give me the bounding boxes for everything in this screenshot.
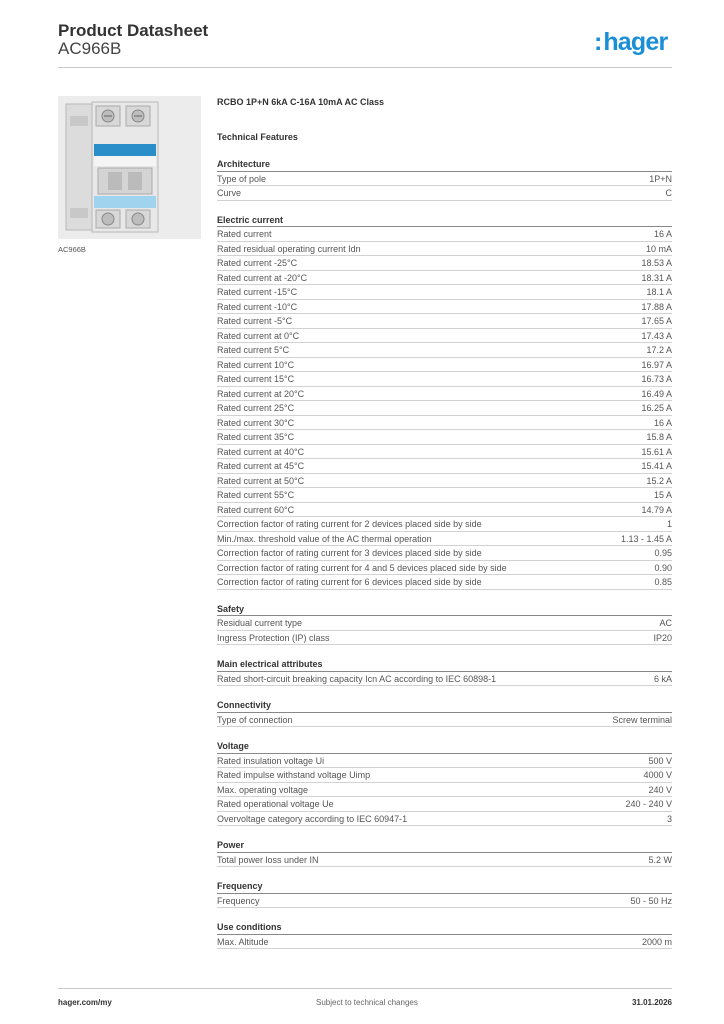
spec-label: Rated current at -20°C	[217, 272, 308, 283]
spec-label: Rated current at 20°C	[217, 388, 305, 399]
spec-label: Rated current 30°C	[217, 417, 295, 428]
spec-row	[217, 853, 672, 868]
spec-row	[217, 894, 672, 909]
spec-value: 4000 V	[643, 770, 672, 780]
spec-value: 15 A	[653, 490, 672, 500]
spec-row	[217, 372, 672, 387]
section-title: Connectivity	[217, 698, 672, 713]
spec-value: 14.79 A	[641, 504, 672, 515]
spec-section	[217, 739, 672, 826]
spec-label: Curve	[217, 188, 242, 198]
spec-value: 1P+N	[649, 173, 672, 184]
spec-label: Rated current 10°C	[217, 359, 295, 370]
spec-value: Screw terminal	[612, 714, 672, 725]
section-title: Voltage	[217, 739, 672, 754]
spec-value: 500 V	[648, 755, 672, 766]
spec-row	[217, 459, 672, 474]
spec-value: C	[665, 188, 672, 198]
product-description: RCBO 1P+N 6kA C-16A 10mA AC Class	[217, 97, 384, 107]
spec-row	[217, 271, 672, 286]
spec-value: 50 - 50 Hz	[630, 895, 672, 906]
logo-text: hager	[603, 28, 668, 56]
spec-value: 17.2 A	[646, 345, 672, 355]
spec-row	[217, 713, 672, 728]
spec-row	[217, 474, 672, 489]
spec-value: 1	[666, 519, 672, 529]
spec-row	[217, 631, 672, 646]
hager-logo	[594, 28, 667, 57]
section-title: Main electrical attributes	[217, 657, 672, 672]
spec-value: 16.25 A	[641, 403, 672, 413]
spec-row	[217, 488, 672, 503]
spec-label: Min./max. threshold value of the AC thermal operation	[217, 533, 432, 544]
spec-value: 240 V	[648, 784, 672, 795]
spec-row	[217, 503, 672, 518]
spec-label: Total power loss under IN	[217, 854, 319, 865]
product-image	[58, 96, 201, 239]
spec-value: 0.90	[654, 562, 672, 573]
rcbo-device-icon	[58, 96, 201, 239]
spec-row	[217, 532, 672, 547]
spec-row	[217, 672, 672, 687]
header-divider	[58, 67, 672, 68]
spec-section	[217, 157, 672, 201]
spec-label: Rated current at 40°C	[217, 446, 305, 457]
spec-label: Type of connection	[217, 714, 293, 725]
spec-label: Rated current 15°C	[217, 374, 295, 384]
spec-value: 5.2 W	[648, 854, 672, 865]
spec-label: Rated current 35°C	[217, 432, 295, 442]
spec-value: 15.41 A	[641, 461, 672, 471]
spec-value: 18.53 A	[641, 258, 672, 268]
spec-row	[217, 401, 672, 416]
spec-row	[217, 561, 672, 576]
spec-label: Rated current 55°C	[217, 490, 295, 500]
spec-value: 18.1 A	[646, 287, 672, 297]
spec-row	[217, 416, 672, 431]
spec-value: 3	[666, 813, 672, 824]
spec-row	[217, 329, 672, 344]
spec-row	[217, 430, 672, 445]
section-title: Frequency	[217, 879, 672, 894]
spec-section	[217, 602, 672, 646]
spec-section	[217, 838, 672, 867]
technical-features-title: Technical Features	[217, 132, 298, 142]
footer-notice: Subject to technical changes	[316, 998, 418, 1007]
spec-label: Rated current -25°C	[217, 258, 298, 268]
product-code: AC966B	[58, 39, 122, 58]
spec-value: 15.8 A	[646, 432, 672, 442]
spec-row	[217, 768, 672, 783]
spec-section	[217, 657, 672, 686]
spec-row	[217, 343, 672, 358]
spec-value: 240 - 240 V	[625, 799, 672, 809]
spec-value: 15.2 A	[646, 475, 672, 486]
spec-value: 6 kA	[653, 673, 672, 684]
spec-label: Rated residual operating current Idn	[217, 243, 361, 254]
spec-row	[217, 358, 672, 373]
section-title: Safety	[217, 602, 672, 617]
spec-section	[217, 879, 672, 908]
spec-value: 1.13 - 1.45 A	[620, 533, 672, 544]
spec-row	[217, 445, 672, 460]
spec-row	[217, 517, 672, 532]
spec-row	[217, 783, 672, 798]
section-title: Architecture	[217, 157, 672, 172]
spec-label: Rated current -10°C	[217, 301, 298, 312]
spec-section	[217, 213, 672, 590]
spec-label: Correction factor of rating current for 6 devices placed side by side	[217, 577, 482, 587]
spec-value: 16.49 A	[641, 388, 672, 399]
spec-value: 17.65 A	[641, 316, 672, 326]
spec-value: 17.43 A	[641, 330, 672, 341]
spec-row	[217, 546, 672, 561]
datasheet-content	[217, 96, 672, 961]
spec-label: Type of pole	[217, 173, 267, 184]
spec-value: 16.73 A	[641, 374, 672, 384]
spec-row	[217, 754, 672, 769]
spec-value: 16.97 A	[641, 359, 672, 370]
spec-section	[217, 698, 672, 727]
spec-label: Rated current at 45°C	[217, 461, 305, 471]
spec-value: 18.31 A	[641, 272, 672, 283]
spec-label: Rated current at 0°C	[217, 330, 300, 341]
spec-label: Max. Altitude	[217, 936, 269, 947]
spec-label: Correction factor of rating current for 3 devices placed side by side	[217, 548, 482, 558]
section-title: Use conditions	[217, 920, 672, 935]
spec-row	[217, 575, 672, 590]
spec-row	[217, 172, 672, 187]
spec-value: 15.61 A	[641, 446, 672, 457]
spec-label: Rated current 5°C	[217, 345, 290, 355]
spec-sections	[217, 157, 672, 949]
spec-label: Rated current at 50°C	[217, 475, 305, 486]
spec-label: Correction factor of rating current for 2 devices placed side by side	[217, 519, 482, 529]
spec-row	[217, 935, 672, 950]
spec-label: Ingress Protection (IP) class	[217, 632, 330, 643]
footer-divider	[58, 988, 672, 989]
spec-row	[217, 256, 672, 271]
image-caption: AC966B	[58, 245, 86, 254]
spec-label: Rated short-circuit breaking capacity Icn AC according to IEC 60898-1	[217, 673, 497, 684]
spec-label: Rated current	[217, 229, 272, 239]
spec-label: Rated insulation voltage Ui	[217, 755, 325, 766]
footer-date: 31.01.2026	[631, 998, 672, 1007]
spec-label: Max. operating voltage	[217, 784, 309, 795]
spec-value: 0.95	[654, 548, 672, 558]
spec-value: AC	[659, 618, 672, 628]
spec-row	[217, 314, 672, 329]
spec-row	[217, 300, 672, 315]
spec-section	[217, 920, 672, 949]
spec-row	[217, 242, 672, 257]
spec-row	[217, 616, 672, 631]
spec-row	[217, 186, 672, 201]
spec-label: Correction factor of rating current for 4 and 5 devices placed side by side	[217, 562, 507, 573]
spec-label: Rated impulse withstand voltage Uimp	[217, 770, 371, 780]
page-title: Product Datasheet	[58, 21, 209, 40]
section-title: Electric current	[217, 213, 672, 228]
spec-value: 2000 m	[641, 936, 672, 947]
spec-label: Rated operational voltage Ue	[217, 799, 334, 809]
spec-label: Overvoltage category according to IEC 60947-1	[217, 813, 408, 824]
spec-label: Rated current 60°C	[217, 504, 295, 515]
spec-label: Rated current -5°C	[217, 316, 293, 326]
spec-value: 16 A	[653, 229, 672, 239]
spec-label: Rated current -15°C	[217, 287, 298, 297]
footer-website: hager.com/my	[58, 998, 112, 1007]
spec-value: 17.88 A	[641, 301, 672, 312]
section-title: Power	[217, 838, 672, 853]
spec-row	[217, 812, 672, 827]
spec-label: Residual current type	[217, 618, 303, 628]
spec-row	[217, 797, 672, 812]
spec-value: 0.85	[654, 577, 672, 587]
spec-label: Frequency	[217, 895, 260, 906]
spec-value: 10 mA	[645, 243, 672, 254]
spec-row	[217, 387, 672, 402]
spec-value: 16 A	[653, 417, 672, 428]
spec-value: IP20	[653, 632, 672, 643]
spec-row	[217, 227, 672, 242]
spec-label: Rated current 25°C	[217, 403, 295, 413]
logo-dots-icon: :	[594, 28, 604, 56]
spec-row	[217, 285, 672, 300]
